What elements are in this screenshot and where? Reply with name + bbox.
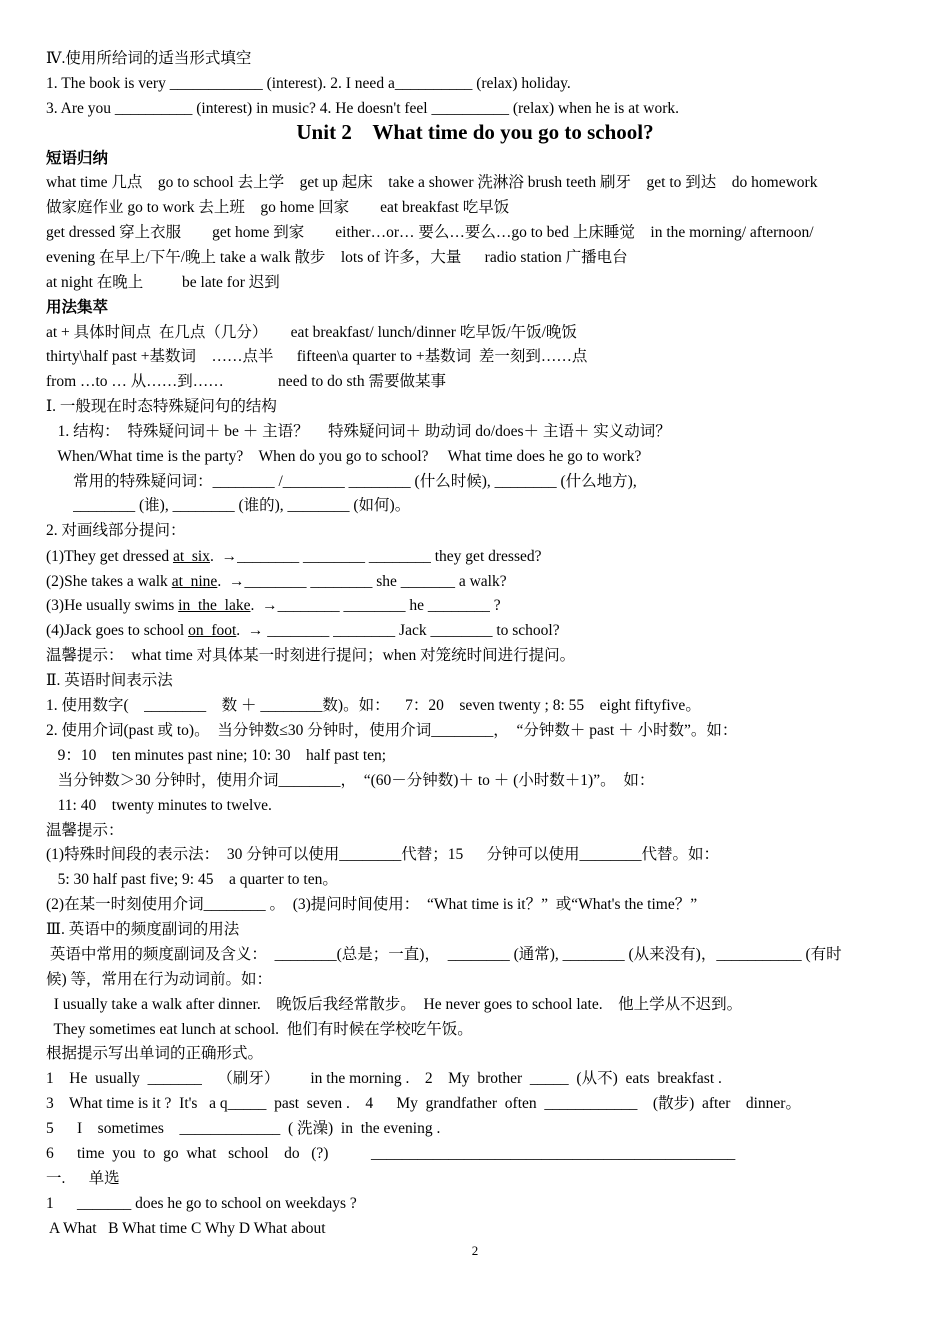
tip-heading: 温馨提示：: [46, 822, 124, 839]
section-heading-usage: 用法集萃: [46, 299, 109, 316]
page-number: 2: [471, 1243, 479, 1258]
tip-line: (1)特殊时间段的表示法： 30 分钟可以使用________代替；15 分钟可以使用________代替。如：: [46, 846, 719, 863]
question-line: (3)He usually swims in the lake. →________ ________ he ________ ?: [46, 597, 501, 614]
exercise-line: 3 What time is it ? It's a q_____ past seven . 4 My grandfather often ____________ (散步) after dinner。: [46, 1095, 801, 1112]
grammar-line: When/What time is the party? When do you go to school? What time does he go to work?: [46, 448, 642, 465]
grammar-line: ________ (谁), ________ (谁的), ________ (如何)。: [46, 497, 411, 514]
tip-line: 温馨提示： what time 对具体某一时刻进行提问；when 对笼统时间进行提问。: [46, 647, 576, 664]
exercise-line: 1 He usually _______ （刷牙） in the morning . 2 My brother _____ (从不) eats breakfast .: [46, 1070, 722, 1087]
grammar-line: 11: 40 twenty minutes to twelve.: [46, 797, 272, 814]
exercise-line: 1 _______ does he go to school on weekdays ?: [46, 1195, 357, 1212]
exercise-heading-iv: Ⅳ.使用所给词的适当形式填空: [46, 50, 252, 67]
question-line: (1)They get dressed at six. →________ ________ ________ they get dressed?: [46, 548, 542, 565]
grammar-heading-iii: Ⅲ. 英语中的频度副词的用法: [46, 921, 240, 938]
grammar-line: 9：10 ten minutes past nine; 10: 30 half past ten;: [46, 747, 387, 764]
example-line: I usually take a walk after dinner. 晚饭后我经常散步。 He never goes to school late. 他上学从不迟到。: [46, 996, 743, 1013]
section-heading-phrases: 短语归纳: [46, 150, 109, 167]
grammar-line: 英语中常用的频度副词及含义： ________(总是；一直)， ________ (通常), ________ (从来没有)，___________ (有时: [46, 946, 842, 963]
phrase-line: at night 在晚上 be late for 迟到: [46, 274, 280, 291]
phrase-line: 做家庭作业 go to work 去上班 go home 回家 eat breakfast 吃早饭: [46, 199, 510, 216]
exercise-heading-choice: 一. 单选: [46, 1170, 120, 1187]
question-line: (2)She takes a walk at nine. →________ ________ she _______ a walk?: [46, 573, 507, 590]
exercise-options: A What B What time C Why D What about: [46, 1220, 326, 1237]
grammar-line: 常用的特殊疑问词：________ /________ ________ (什么时候), ________ (什么地方),: [46, 473, 637, 490]
exercise-line: 3. Are you __________ (interest) in music? 4. He doesn't feel __________ (relax) when he is at work.: [46, 100, 679, 117]
grammar-heading-ii: Ⅱ. 英语时间表示法: [46, 672, 173, 689]
exercise-heading: 根据提示写出单词的正确形式。: [46, 1045, 264, 1062]
phrase-line: what time 几点 go to school 去上学 get up 起床 take a shower 洗淋浴 brush teeth 刷牙 get to 到达 do homework: [46, 174, 818, 191]
exercise-line: 1. The book is very ____________ (interest). 2. I need a__________ (relax) holiday.: [46, 75, 571, 92]
usage-line: thirty\half past +基数词 ……点半 fifteen\a quarter to +基数词 差一刻到……点: [46, 348, 588, 365]
unit-title: Unit 2 What time do you go to school?: [296, 120, 654, 144]
grammar-line: 1. 使用数字( ________ 数 ＋ ________数)。如： 7：20 seven twenty ; 8: 55 eight fiftyfive。: [46, 697, 701, 714]
exercise-line: 5 I sometimes _____________ ( 洗澡) in the evening .: [46, 1120, 441, 1137]
question-line: (4)Jack goes to school on foot. → ________ ________ Jack ________ to school?: [46, 622, 560, 639]
grammar-heading-i: Ⅰ. 一般现在时态特殊疑问句的结构: [46, 398, 277, 415]
tip-line: 5: 30 half past five; 9: 45 a quarter to ten。: [46, 871, 338, 888]
phrase-line: get dressed 穿上衣服 get home 到家 either…or… 要么…要么…go to bed 上床睡觉 in the morning/ afternoon/: [46, 224, 814, 241]
usage-line: at + 具体时间点 在几点（几分） eat breakfast/ lunch/dinner 吃早饭/午饭/晚饭: [46, 324, 577, 341]
usage-line: from …to … 从……到…… need to do sth 需要做某事: [46, 373, 446, 390]
grammar-line: 候) 等，常用在行为动词前。如：: [46, 971, 273, 988]
grammar-line: 1. 结构： 特殊疑问词＋ be ＋ 主语？ 特殊疑问词＋ 助动词 do/does＋ 主语＋ 实义动词？: [46, 423, 671, 440]
exercise-line: 6 time you to go what school do (?) _______________________________________________: [46, 1145, 736, 1162]
example-line: They sometimes eat lunch at school. 他们有时候在学校吃午饭。: [46, 1021, 473, 1038]
grammar-line: 2. 使用介词(past 或 to)。 当分钟数≤30 分钟时，使用介词________， “分钟数＋ past ＋ 小时数”。如：: [46, 722, 738, 739]
grammar-line: 当分钟数＞30 分钟时，使用介词________， “(60－分钟数)＋ to ＋ (小时数＋1)”。 如：: [46, 772, 655, 789]
tip-line: (2)在某一时刻使用介词________ 。 (3)提问时间使用： “What time is it？” 或“What's the time？”: [46, 896, 698, 913]
phrase-line: evening 在早上/下午/晚上 take a walk 散步 lots of 许多，大量 radio station 广播电台: [46, 249, 628, 266]
grammar-line: 2. 对画线部分提问：: [46, 522, 186, 539]
